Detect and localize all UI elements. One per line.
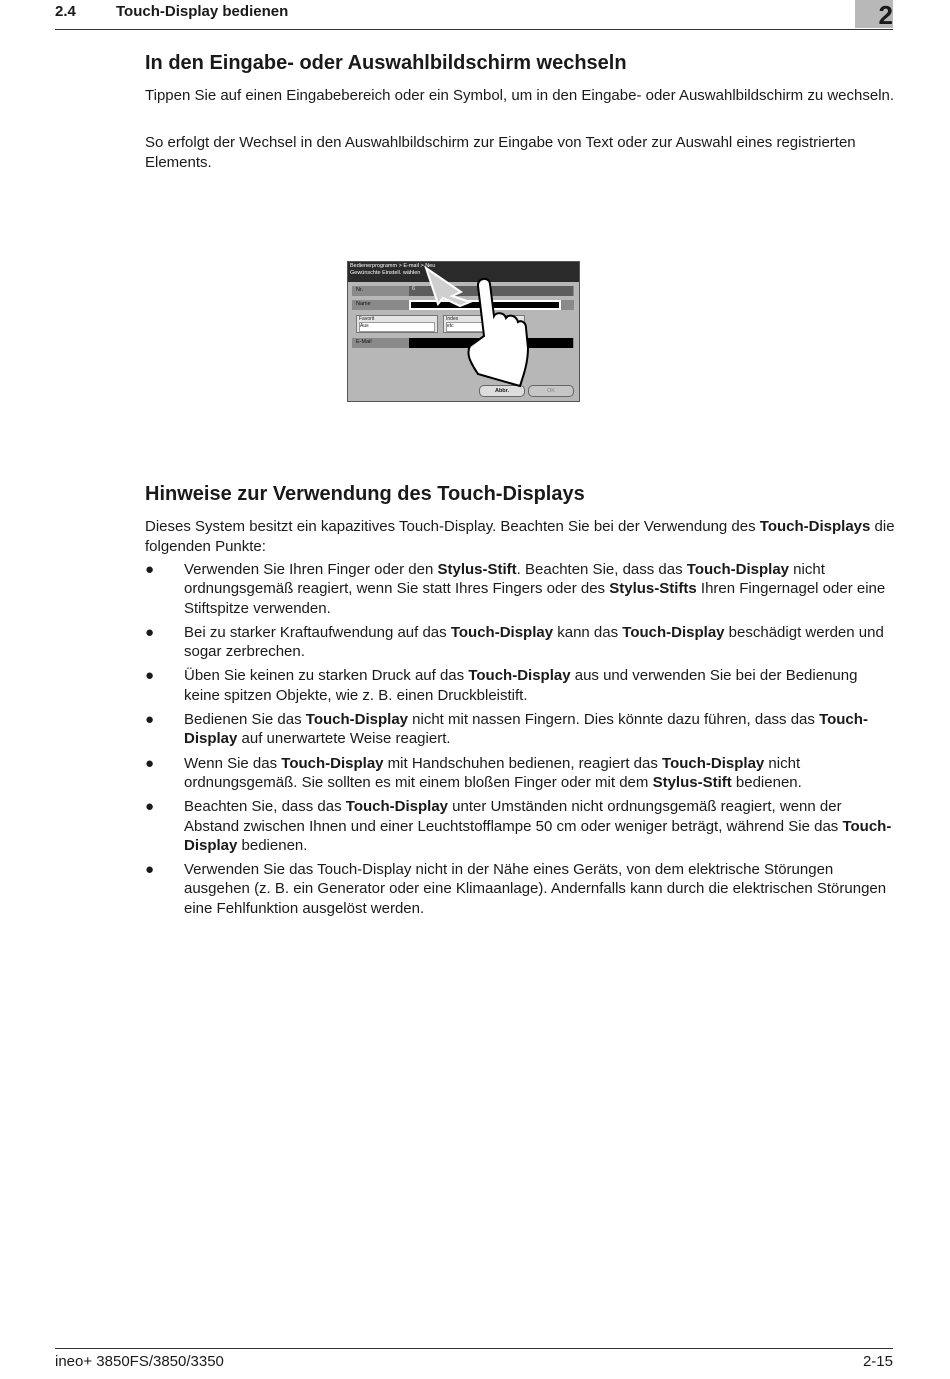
bullet-0-text-2: . Beachten Sie, dass das <box>516 561 687 578</box>
bullet-0-text-6: Ihren Fingernagel oder eine Stiftspitze verwenden. <box>184 580 886 617</box>
screen-cancel-button: Abbr. <box>479 385 525 397</box>
bullet-2-bold-1: Touch-Display <box>468 667 571 685</box>
bullet-2-text-2: aus und verwenden Sie bei der Bedienung keine spitzen Objekte, wie z. B. einen Druckbleistift. <box>184 667 858 704</box>
bullet-0-bold-1: Stylus-Stift <box>437 561 517 578</box>
screen-favorit-label: Favorit <box>359 316 375 322</box>
screen-nr-label: Nr. <box>356 287 364 293</box>
bullet-1-text-2: kann das <box>553 623 623 641</box>
page-footer <box>55 1348 893 1379</box>
paragraph-switch-selection: So erfolgt der Wechsel in den Auswahlbildschirm zur Eingabe von Text oder zur Auswahl eines registrierten Elements. <box>145 134 856 171</box>
bullet-list <box>145 560 895 923</box>
screen-favorit-value: Aus <box>359 322 435 332</box>
screen-breadcrumb: Bedienerprogramm > E-mail > Neu <box>350 263 436 269</box>
screen-ok-button: OK <box>528 385 574 397</box>
bullet-0-text-4: nicht ordnungsgemäß reagiert, wenn Sie statt Ihres Fingers oder des <box>184 561 825 598</box>
bullet-4-text-0: Wenn Sie das <box>184 754 282 772</box>
screen-index-value: etc <box>446 322 522 332</box>
bullet-4-bold-3: Touch-Display <box>662 754 765 772</box>
screen-nr-value: 6 <box>409 286 573 296</box>
bullet-item <box>145 560 895 618</box>
bullet-5-text-0: Beachten Sie, dass das <box>184 798 346 816</box>
bullet-dot-icon: ● <box>145 561 155 578</box>
paragraph-intro <box>145 517 895 556</box>
bullet-3-text-2: nicht mit nassen Fingern. Dies könnte dazu führen, dass das <box>408 711 820 729</box>
screen-index-label: Index <box>446 316 459 322</box>
bullet-0-bold-5: Stylus-Stifts <box>609 580 697 598</box>
bullet-5-bold-1: Touch-Display <box>345 798 449 816</box>
bullet-dot-icon: ● <box>145 623 155 641</box>
bullet-dot-icon: ● <box>145 798 155 816</box>
bullet-3-bold-3: Touch-Display <box>184 711 868 748</box>
bullet-4-text-4: nicht ordnungsgemäß. Sie sollten es mit einem bloßen Finger oder mit dem <box>184 754 801 791</box>
footer-page-number: 2-15 <box>862 1353 893 1370</box>
bullet-item <box>145 666 895 705</box>
bullet-dot-icon: ● <box>145 754 155 772</box>
screen-name-label: Name <box>356 301 371 307</box>
bullet-2-text-0: Üben Sie keinen zu starken Druck auf das <box>184 667 469 685</box>
bullet-4-text-2: mit Handschuhen bedienen, reagiert das <box>383 754 663 772</box>
page-header <box>55 0 893 30</box>
bullet-1-text-4: beschädigt werden und sogar zerbrechen. <box>184 623 884 661</box>
screen-email-label: E-Mail <box>356 339 372 345</box>
bullet-item <box>145 623 895 662</box>
intro-text-2: die folgenden Punkte: <box>145 518 895 555</box>
bullet-1-bold-3: Touch-Display <box>622 623 725 641</box>
bullet-5-text-2: unter Umständen nicht ordnungsgemäß reagiert, wenn der Abstand zwischen Ihnen und einer Leuchtstofflampe 50 cm oder weniger beträgt, während Sie das <box>184 798 843 835</box>
bullet-1-bold-1: Touch-Display <box>450 623 554 641</box>
section-number: 2.4 <box>55 3 76 20</box>
bullet-4-bold-5: Stylus-Stift <box>652 773 732 791</box>
section-title: Touch-Display bedienen <box>116 3 289 20</box>
screen-subtitle: Gewünschte Einstell. wählen <box>350 269 421 276</box>
bullet-5-text-4: bedienen. <box>237 836 308 854</box>
footer-model: ineo+ 3850FS/3850/3350 <box>55 1353 224 1370</box>
bullet-dot-icon: ● <box>145 711 155 729</box>
heading-switch-screen: In den Eingabe- oder Auswahlbildschirm wechseln <box>145 52 627 74</box>
bullet-0-text-0: Verwenden Sie Ihren Finger oder den <box>184 561 438 578</box>
intro-bold-1: Touch-Displays <box>759 518 871 535</box>
bullet-3-text-0: Bedienen Sie das <box>184 711 306 729</box>
bullet-item <box>145 860 895 918</box>
hand-pointer-icon <box>348 262 579 401</box>
bullet-6-text-0: Verwenden Sie das Touch-Display nicht in der Nähe eines Geräts, von dem elektrische Störungen ausgehen (z. B. ein Generator oder eine Klimaanlage). Andernfalls kann durch die elektrischen Störungen eine Fehlfunktion ausgelöst werden. <box>184 861 887 917</box>
chapter-tab <box>855 0 893 28</box>
touch-screen-illustration <box>347 261 580 402</box>
bullet-3-text-4: auf unerwartete Weise reagiert. <box>237 730 451 748</box>
bullet-0-bold-3: Touch-Display <box>686 561 790 578</box>
bullet-1-text-0: Bei zu starker Kraftaufwendung auf das <box>184 623 451 641</box>
bullet-item <box>145 710 895 749</box>
heading-touch-display-notes: Hinweise zur Verwendung des Touch-Displays <box>145 483 585 505</box>
bullet-4-bold-1: Touch-Display <box>281 754 384 772</box>
paragraph-tap-input: Tippen Sie auf einen Eingabebereich oder ein Symbol, um in den Eingabe- oder Auswahlbildschirm zu wechseln. <box>145 87 895 104</box>
bullet-item <box>145 797 895 855</box>
bullet-dot-icon: ● <box>145 667 155 685</box>
intro-text-0: Dieses System besitzt ein kapazitives Touch-Display. Beachten Sie bei der Verwendung des <box>145 518 760 535</box>
bullet-3-bold-1: Touch-Display <box>305 711 408 729</box>
bullet-5-bold-3: Touch-Display <box>184 817 892 854</box>
bullet-dot-icon: ● <box>145 861 155 879</box>
chapter-number: 2 <box>878 0 893 30</box>
bullet-4-text-6: bedienen. <box>731 773 802 791</box>
bullet-item <box>145 754 895 793</box>
